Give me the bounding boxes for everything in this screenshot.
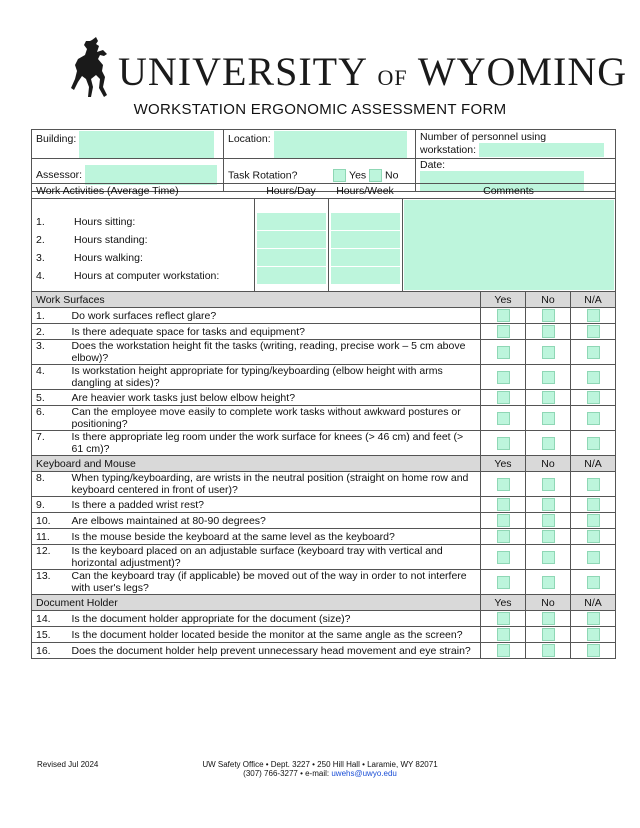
question-row: 12. Is the keyboard placed on an adjustable surface (keyboard tray with vertical and horizontal adjustment)?: [32, 545, 616, 570]
na-checkbox[interactable]: [587, 412, 600, 425]
no-checkbox[interactable]: [542, 644, 555, 657]
section-header-keyboard-mouse: Keyboard and Mouse Yes No N/A: [32, 456, 616, 472]
info-table: Building: Location: Number of personnel using workstation: Assessor: Task Rotation? Yes No Date:: [31, 129, 616, 192]
building-label: Building:: [36, 132, 77, 145]
task-rotation-label: Task Rotation?: [228, 168, 298, 181]
no-checkbox[interactable]: [542, 325, 555, 338]
footer-contact: UW Safety Office • Dept. 3227 • 250 Hill Hall • Laramie, WY 82071 (307) 766-3277 • e-mail: uwehs@uwyo.edu: [0, 760, 640, 778]
hours-day-field[interactable]: [257, 213, 326, 230]
assessor-label: Assessor:: [36, 168, 83, 181]
hours-week-header: Hours/Week: [328, 184, 402, 199]
hours-week-field[interactable]: [331, 267, 400, 284]
question-row: 11. Is the mouse beside the keyboard at the same level as the keyboard?: [32, 529, 616, 545]
comments-field[interactable]: [404, 200, 615, 290]
yes-checkbox[interactable]: [497, 346, 510, 359]
na-checkbox[interactable]: [587, 437, 600, 450]
yes-checkbox[interactable]: [497, 576, 510, 589]
hours-week-field[interactable]: [331, 249, 400, 266]
na-checkbox[interactable]: [587, 576, 600, 589]
yes-checkbox[interactable]: [497, 498, 510, 511]
yes-checkbox[interactable]: [497, 478, 510, 491]
university-logo: [70, 36, 628, 102]
yes-checkbox[interactable]: [497, 371, 510, 384]
date-label: Date:: [420, 159, 446, 171]
na-checkbox[interactable]: [587, 514, 600, 527]
questions-table: [31, 291, 616, 659]
hours-week-field[interactable]: [331, 231, 400, 248]
building-field[interactable]: [79, 131, 214, 158]
yes-checkbox[interactable]: [497, 628, 510, 641]
question-row: 5. Are heavier work tasks just below elbow height?: [32, 390, 616, 406]
email-link[interactable]: uwehs@uwyo.edu: [331, 769, 397, 778]
no-checkbox[interactable]: [542, 437, 555, 450]
activity-item: 1. Hours sitting:: [36, 216, 136, 228]
no-checkbox[interactable]: [542, 309, 555, 322]
na-checkbox[interactable]: [587, 325, 600, 338]
yes-checkbox[interactable]: [497, 551, 510, 564]
activities-header: Work Activities (Average Time): [32, 184, 255, 199]
question-row: 16. Does the document holder help prevent unnecessary head movement and eye strain?: [32, 643, 616, 659]
yes-checkbox[interactable]: [497, 514, 510, 527]
hours-day-field[interactable]: [257, 249, 326, 266]
no-checkbox[interactable]: [542, 628, 555, 641]
no-checkbox[interactable]: [542, 530, 555, 543]
task-rotation-no-checkbox[interactable]: [369, 169, 382, 182]
na-checkbox[interactable]: [587, 498, 600, 511]
yes-checkbox[interactable]: [497, 530, 510, 543]
na-checkbox[interactable]: [587, 628, 600, 641]
location-field[interactable]: [274, 131, 407, 158]
na-checkbox[interactable]: [587, 346, 600, 359]
hours-week-field[interactable]: [331, 213, 400, 230]
question-row: 14. Is the document holder appropriate for the document (size)?: [32, 611, 616, 627]
na-checkbox[interactable]: [587, 478, 600, 491]
activity-item: 2. Hours standing:: [36, 234, 148, 246]
personnel-label: Number of personnel using: [420, 131, 547, 143]
yes-checkbox[interactable]: [497, 391, 510, 404]
yes-checkbox[interactable]: [497, 412, 510, 425]
no-checkbox[interactable]: [542, 391, 555, 404]
na-checkbox[interactable]: [587, 371, 600, 384]
na-checkbox[interactable]: [587, 551, 600, 564]
question-row: 8. When typing/keyboarding, are wrists in the neutral position (straight on home row and keyboard centered in front of user)?: [32, 472, 616, 497]
question-row: 9. Is there a padded wrist rest?: [32, 497, 616, 513]
location-label: Location:: [228, 132, 271, 145]
hours-day-header: Hours/Day: [254, 184, 328, 199]
na-checkbox[interactable]: [587, 530, 600, 543]
question-row: 4. Is workstation height appropriate for typing/keyboarding (elbow height with arms dangling at sides)?: [32, 365, 616, 390]
yes-checkbox[interactable]: [497, 309, 510, 322]
question-row: 7. Is there appropriate leg room under the work surface for knees (> 46 cm) and feet (> 61 cm)?: [32, 431, 616, 456]
no-checkbox[interactable]: [542, 371, 555, 384]
question-row: 10. Are elbows maintained at 80-90 degrees?: [32, 513, 616, 529]
form-title: WORKSTATION ERGONOMIC ASSESSMENT FORM: [133, 101, 507, 118]
task-rotation-yes-checkbox[interactable]: [333, 169, 346, 182]
na-checkbox[interactable]: [587, 309, 600, 322]
question-row: 3. Does the workstation height fit the tasks (writing, reading, precise work – 5 cm above elbow)?: [32, 340, 616, 365]
na-checkbox[interactable]: [587, 612, 600, 625]
question-row: 6. Can the employee move easily to complete work tasks without awkward postures or positioning?: [32, 406, 616, 431]
no-checkbox[interactable]: [542, 412, 555, 425]
no-checkbox[interactable]: [542, 478, 555, 491]
bucking-horse-icon: [70, 36, 112, 102]
hours-day-field[interactable]: [257, 231, 326, 248]
hours-day-field[interactable]: [257, 267, 326, 284]
yes-checkbox[interactable]: [497, 644, 510, 657]
na-checkbox[interactable]: [587, 644, 600, 657]
no-checkbox[interactable]: [542, 498, 555, 511]
activity-item: 3. Hours walking:: [36, 252, 143, 264]
section-header-work-surfaces: Work Surfaces Yes No N/A: [32, 292, 616, 308]
question-row: 15. Is the document holder located beside the monitor at the same angle as the screen?: [32, 627, 616, 643]
logo-wordmark: UNIVERSITY OF WYOMING: [118, 49, 628, 94]
activities-table: [31, 183, 616, 292]
no-checkbox[interactable]: [542, 346, 555, 359]
yes-checkbox[interactable]: [497, 325, 510, 338]
question-row: 2. Is there adequate space for tasks and equipment?: [32, 324, 616, 340]
yes-checkbox[interactable]: [497, 437, 510, 450]
na-checkbox[interactable]: [587, 391, 600, 404]
revised-date: Revised Jul 2024: [37, 760, 99, 769]
no-checkbox[interactable]: [542, 612, 555, 625]
no-checkbox[interactable]: [542, 514, 555, 527]
activity-item: 4. Hours at computer workstation:: [36, 270, 220, 282]
no-checkbox[interactable]: [542, 551, 555, 564]
comments-header: Comments: [402, 184, 616, 199]
footer-office: UW Safety Office • Dept. 3227 • 250 Hill Hall • Laramie, WY 82071: [202, 760, 438, 769]
personnel-field[interactable]: [479, 143, 604, 157]
question-row: 1. Do work surfaces reflect glare?: [32, 308, 616, 324]
yes-checkbox[interactable]: [497, 612, 510, 625]
section-header-document-holder: Document Holder Yes No N/A: [32, 595, 616, 611]
question-row: 13. Can the keyboard tray (if applicable) be moved out of the way in order to not interfere with user's legs?: [32, 570, 616, 595]
no-checkbox[interactable]: [542, 576, 555, 589]
assessor-field[interactable]: [85, 165, 217, 185]
